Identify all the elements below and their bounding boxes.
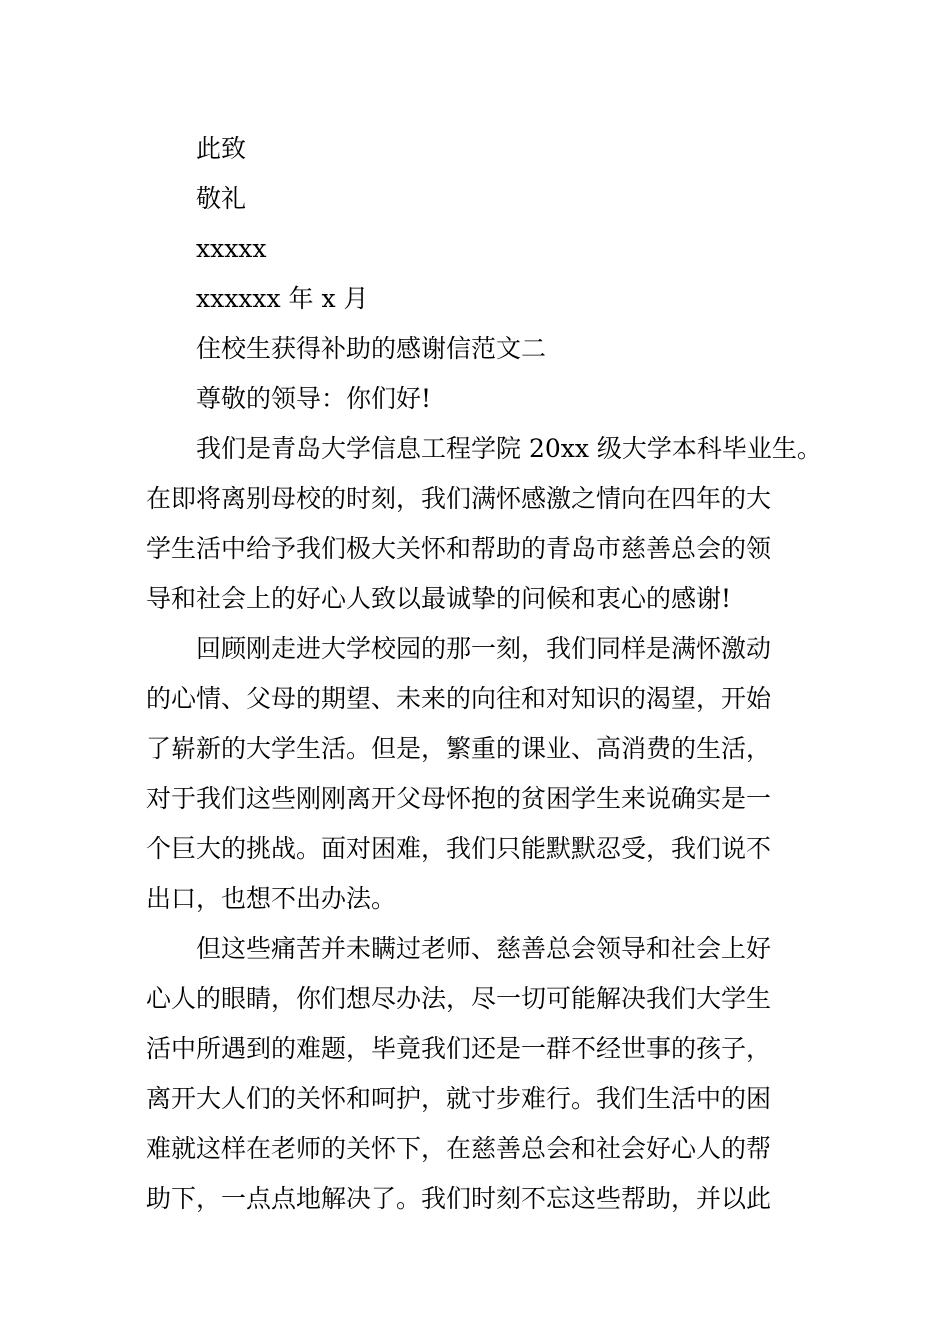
signature: xxxxx bbox=[196, 234, 267, 263]
paragraph-3-line-3: 活中所遇到的难题，毕竟我们还是一群不经世事的孩子， bbox=[146, 1034, 772, 1063]
paragraph-2-line-3: 了崭新的大学生活。但是，繁重的课业、高消费的生活， bbox=[146, 734, 772, 763]
paragraph-3-line-6: 助下，一点点地解决了。我们时刻不忘这些帮助，并以此 bbox=[146, 1184, 772, 1213]
paragraph-3-line-5: 难就这样在老师的关怀下，在慈善总会和社会好心人的帮 bbox=[146, 1134, 772, 1163]
paragraph-2-line-4: 对于我们这些刚刚离开父母怀抱的贫困学生来说确实是一 bbox=[146, 784, 772, 813]
paragraph-2-line-5: 个巨大的挑战。面对困难，我们只能默默忍受，我们说不 bbox=[146, 834, 772, 863]
closing-salutation-2: 敬礼 bbox=[196, 184, 247, 213]
signature-date: xxxxxx 年 x 月 bbox=[196, 284, 369, 313]
paragraph-2-line-2: 的心情、父母的期望、未来的向往和对知识的渴望，开始 bbox=[146, 684, 772, 713]
paragraph-3-line-1: 但这些痛苦并未瞒过老师、慈善总会领导和社会上好 bbox=[196, 934, 772, 963]
paragraph-1-line-1: 我们是青岛大学信息工程学院 20xx 级大学本科毕业生。 bbox=[196, 434, 822, 463]
paragraph-3-line-2: 心人的眼睛，你们想尽办法，尽一切可能解决我们大学生 bbox=[146, 984, 772, 1013]
paragraph-2-line-6: 出口，也想不出办法。 bbox=[146, 884, 397, 913]
section-title: 住校生获得补助的感谢信范文二 bbox=[196, 334, 547, 363]
paragraph-2-line-1: 回顾刚走进大学校园的那一刻，我们同样是满怀激动 bbox=[196, 634, 772, 663]
paragraph-1-line-3: 学生活中给予我们极大关怀和帮助的青岛市慈善总会的领 bbox=[146, 534, 772, 563]
closing-salutation-1: 此致 bbox=[196, 134, 247, 163]
paragraph-1-line-4: 导和社会上的好心人致以最诚挚的问候和衷心的感谢! bbox=[146, 584, 732, 613]
paragraph-3-line-4: 离开大人们的关怀和呵护，就寸步难行。我们生活中的困 bbox=[146, 1084, 772, 1113]
letter-greeting: 尊敬的领导：你们好! bbox=[196, 384, 432, 413]
paragraph-1-line-2: 在即将离别母校的时刻，我们满怀感激之情向在四年的大 bbox=[146, 484, 772, 513]
